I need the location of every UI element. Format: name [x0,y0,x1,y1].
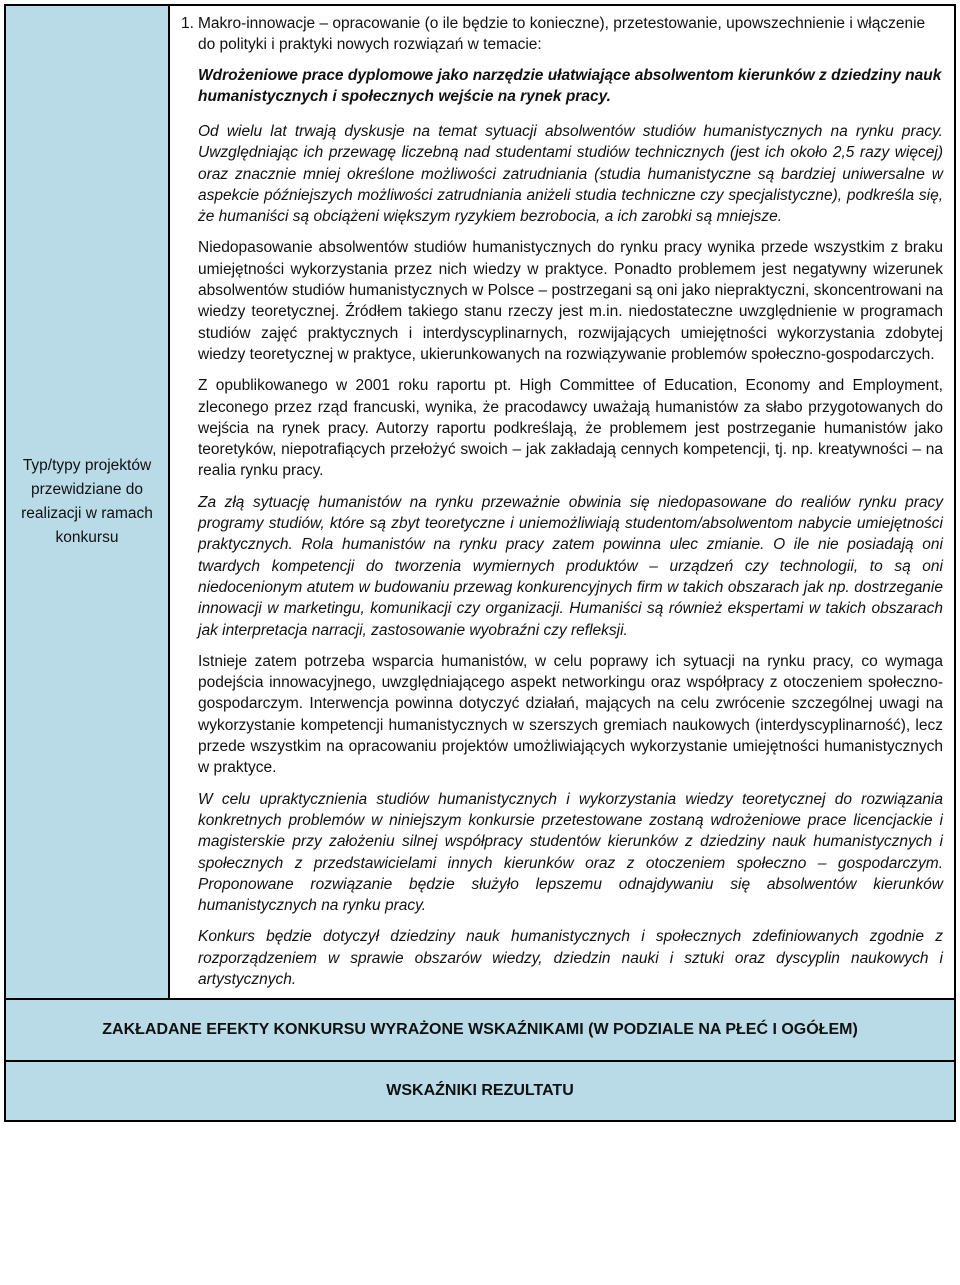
paragraph: Za złą sytuację humanistów na rynku przeważnie obwinia się niedopasowane do realiów rynku pracy programy studiów, które są zbyt teoretyczne i uniemożliwiają studentom/absolwentom nabycie umiejętności praktycznych. Rola humanistów na rynku pracy zatem powinna ulec zmianie. O ile nie posiadają oni twardych kompetencji do tworzenia wymiernych produktów – urządzeń czy technologii, to są oni niedocenionym atutem w budowaniu przewag konkurencyjnych firm w takich obszarach jak np. dostrzeganie innowacji w marketingu, komunikacji czy organizacji. Humaniści są również ekspertami w takich obszarach jak interpretacja narracji, zastosowanie wyobraźni czy refleksji. [198,493,943,639]
project-type-label: Typ/typy projektów przewidziane do realizacji w ramach konkursu [21,457,153,547]
paragraph: Z opublikowanego w 2001 roku raportu pt. High Committee of Education, Economy and Employment, zleconego przez rząd francuski, wynika, że pracodawcy uważają humanistów za słabo przygotowanych do wejścia na rynek pracy. Autorzy raportu podkreślają, że problemem jest postrzeganie humanistów jako teoretyków, niepotrafiących przełożyć swoich – jak zakładają cennych kompetencji, tj. np. kreatywności – na realia rynku pracy. [198,377,943,480]
paragraph: Istnieje zatem potrzeba wsparcia humanistów, w celu poprawy ich sytuacji na rynku pracy, co wymaga podejścia innowacyjnego, uwzględniającego aspekt networkingu oraz współpracy z otoczeniem społeczno-gospodarczym. Interwencja powinna dotyczyć działań, mających na celu zwrócenie szczególnej uwagi na wykorzystanie kompetencji humanistycznych w szerszych gremiach naukowych (interdyscyplinarność), lecz przede wszystkim na opracowaniu projektów umożliwiających wykorzystanie umiejętności humanistycznych w praktyce. [198,652,943,777]
intro-item [181,13,943,55]
project-type-content [169,5,955,999]
indicators-header-row [5,1061,955,1121]
topic-title: Wdrożeniowe prace dyplomowe jako narzędzie ułatwiające absolwentom kierunków z dziedziny nauk humanistycznych i społecznych wejście na rynek pracy. [198,67,942,105]
indicators-header: WSKAŹNIKI REZULTATU [386,1082,574,1100]
indicators-header-cell [5,1061,955,1121]
paragraph: Od wielu lat trwają dyskusje na temat sytuacji absolwentów studiów humanistycznych na rynku pracy. Uwzględniając ich przewagę liczebną nad studentami studiów technicznych (jest ich około 2,5 razy więcej) oraz znacznie mniej określone możliwości zatrudniania (studia humanistyczne są bardziej uniwersalne w aspekcie późniejszych możliwości zatrudniania aniżeli studia techniczne czy specjalistyczne), podkreśla się, że humaniści są obciążeni większym ryzykiem bezrobocia, a ich zarobki są mniejsze. [198,123,943,226]
paragraph: Niedopasowanie absolwentów studiów humanistycznych do rynku pracy wynika przede wszystkim z braku umiejętności wykorzystania przez nich wiedzy w praktyce. Ponadto problemem jest negatywny wizerunek absolwentów studiów humanistycznych w Polsce – postrzegani są oni jako niepraktyczni, skoncentrowani na wiedzy teoretycznej. Źródłem takiego stanu rzeczy jest m.in. niedostateczne uwzględnienie w programach studiów zajęć praktycznych i interdyscyplinarnych, rozwijających umiejętności wykorzystania zdobytej wiedzy teoretycznej w praktyce, ukierunkowanych na rozwiązywanie problemów społeczno-gospodarczych. [198,239,943,363]
paragraph: W celu upraktycznienia studiów humanistycznych i wykorzystania wiedzy teoretycznej do rozwiązania konkretnych problemów w niniejszym konkursie przetestowane zostaną wdrożeniowe prace licencjackie i magisterskie przy założeniu silnej współpracy studentów kierunków z dziedziny nauk humanistycznych i społecznych z przedstawicielami innych kierunków oraz z otoczeniem społeczno – gospodarczym. Proponowane rozwiązanie będzie służyło lepszemu odnajdywaniu się absolwentów kierunków humanistycznych na rynku pracy. [198,790,943,915]
paragraph: Konkurs będzie dotyczył dziedziny nauk humanistycznych i społecznych zdefiniowanych zgodnie z rozporządzeniem w sprawie obszarów wiedzy, dziedzin nauki i sztuki oraz dyscyplin naukowych i artystycznych. [198,928,943,988]
document [4,4,956,1122]
effects-header: ZAKŁADANE EFEKTY KONKURSU WYRAŻONE WSKAŹNIKAMI (W PODZIALE NA PŁEĆ I OGÓŁEM) [102,1021,858,1039]
project-type-row [5,5,955,999]
intro-number: 1. [181,15,194,32]
project-table [4,4,956,1122]
intro-text: Makro-innowacje – opracowanie (o ile będzie to konieczne), przetestowanie, upowszechnienie i włączenie do polityki i praktyki nowych rozwiązań w temacie: [198,15,926,53]
effects-header-row [5,999,955,1061]
effects-header-cell [5,999,955,1061]
project-type-label-cell [5,5,169,999]
